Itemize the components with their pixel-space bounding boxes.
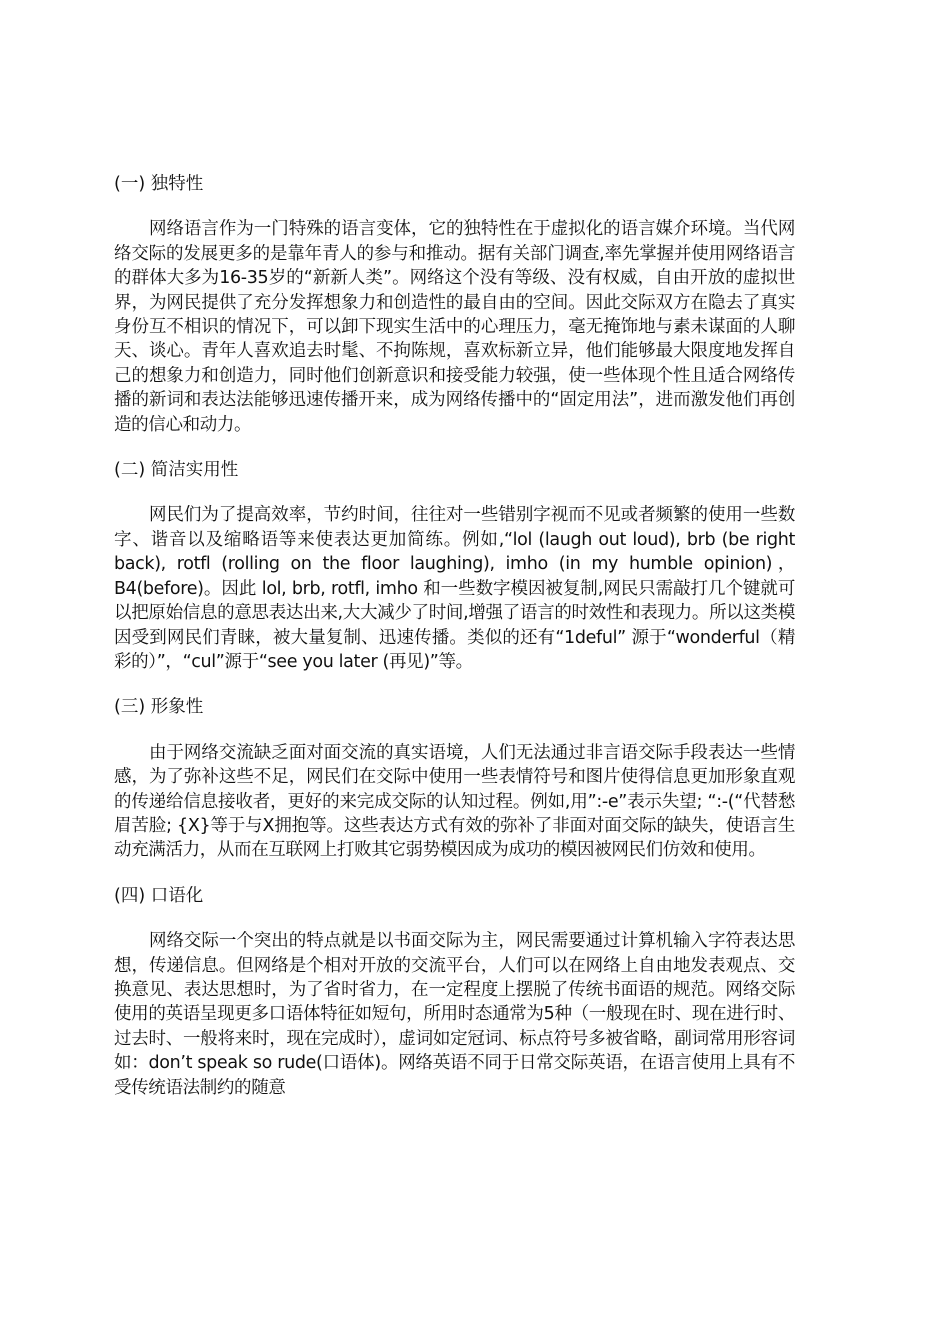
spacer [114,908,795,929]
section-heading-vividness: (三) 形象性 [114,697,204,718]
section-heading-colloquial: (四) 口语化 [114,885,204,906]
spacer [114,482,795,503]
document-body [114,172,795,1100]
section-paragraph-vividness: 由于网络交流缺乏面对面交流的真实语境，人们无法通过非言语交际手段表达一些情感，为了弥补这些不足，网民们在交际中使用一些表情符号和图片使得信息更加形象直观的传递给信息接收者，更好的来完成交际的认知过程。例如,用”:-e”表示失望; “:-(“代替愁眉苦脸; {X}等于与X拥抱等。这些表达方式有效的弥补了非面对面交际的缺失，使语言生动充满活力，从而在互联网上打败其它弱势模因成为成功的模因被网民们仿效和使用。 [114,742,795,861]
spacer [114,674,795,695]
section-paragraph-conciseness: 网民们为了提高效率，节约时间，往往对一些错别字视而不见或者频繁的使用一些数字、谐音以及缩略语等来使表达更加简练。例如,“lol (laugh out loud), brb (be right back), rotfl (rolling on the floor laughing), imho (in my humble opinion)，B4(before)。因此 lol, brb, rotfl, imho 和一些数字模因被复制,网民只需敲打几个键就可以把原始信息的意思表达出来,大大减少了时间,增强了语言的时效性和表现力。所以这类模因受到网民们青睐，被大量复制、迅速传播。类似的还有“1deful” 源于“wonderful（精彩的）”，“cul”源于“see you later (再见)”等。 [114,505,795,672]
spacer [114,863,795,884]
section-heading-uniqueness: (一) 独特性 [114,174,204,194]
spacer [114,720,795,741]
section-paragraph-uniqueness: 网络语言作为一门特殊的语言变体，它的独特性在于虚拟化的语言媒介环境。当代网络交际的发展更多的是靠年青人的参与和推动。据有关部门调查,率先掌握并使用网络语言的群体大多为16-35岁的“新新人类”。网络这个没有等级、没有权威，自由开放的虚拟世界，为网民提供了充分发挥想象力和创造性的最自由的空间。因此交际双方在隐去了真实身份互不相识的情况下，可以卸下现实生活中的心理压力，毫无掩饰地与素未谋面的人聊天、谈心。青年人喜欢追去时髦、不拘陈规，喜欢标新立异，他们能够最大限度地发挥自己的想象力和创造力，同时他们创新意识和接受能力较强，使一些体现个性且适合网络传播的新词和表达法能够迅速传播开来，成为网络传播中的“固定用法”，进而激发他们再创造的信心和动力。 [114,219,795,435]
section-paragraph-colloquial: 网络交际一个突出的特点就是以书面交际为主，网民需要通过计算机输入字符表达思想，传递信息。但网络是个相对开放的交流平台，人们可以在网络上自由地发表观点、交换意见、表达思想时，为了省时省力，在一定程度上摆脱了传统书面语的规范。网络交际使用的英语呈现更多口语体特征如短句，所用时态通常为5种（一般现在时、现在进行时、过去时、一般将来时，现在完成时），虚词如定冠词、标点符号多被省略，副词常用形容词如：don’t speak so rude(口语体)。网络英语不同于日常交际英语，在语言使用上具有不受传统语法制约的随意 [114,931,795,1098]
spacer [114,437,795,458]
section-heading-conciseness: (二) 简洁实用性 [114,460,239,481]
spacer [114,196,795,217]
